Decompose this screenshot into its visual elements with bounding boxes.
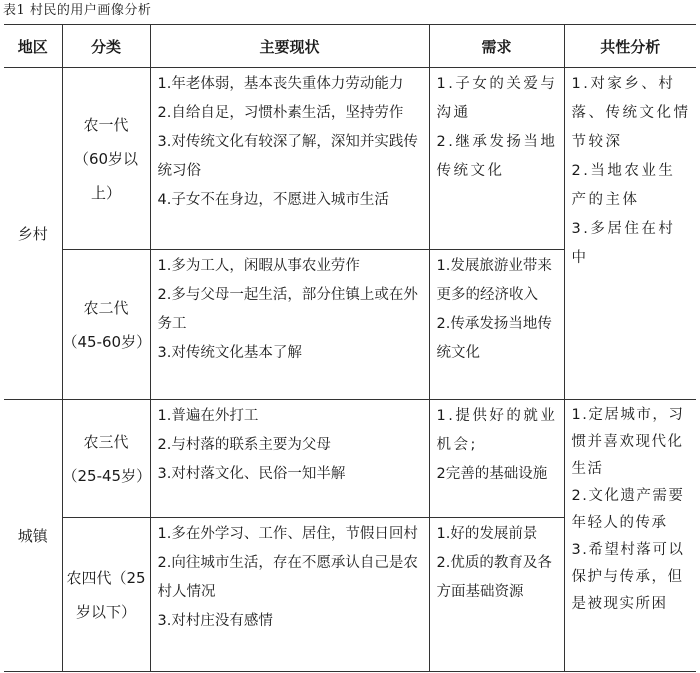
status-item: 3.对村庄没有感情 [157, 613, 273, 629]
region-town: 城镇 [4, 400, 62, 672]
needs-item: 2.优质的教育及各方面基础资源 [436, 555, 552, 600]
table-row [4, 68, 696, 250]
table-row [4, 400, 696, 518]
region-rural: 乡村 [4, 68, 62, 400]
status-item: 1.多在外学习、工作、居住，节假日回村 [157, 526, 418, 542]
status-cell [150, 68, 429, 250]
common-cell-rural [564, 68, 696, 400]
header-needs: 需求 [429, 25, 564, 68]
category-line: 农四代（25 [66, 568, 146, 587]
status-item: 1.普遍在外打工 [157, 408, 259, 424]
common-cell-town [564, 400, 696, 672]
needs-cell [429, 250, 564, 400]
needs-item: 2完善的基础设施 [436, 466, 548, 482]
needs-cell [429, 518, 564, 672]
category-line: （60岁以 [73, 149, 139, 168]
needs-item: 1.子女的关爱与沟通 [436, 76, 558, 121]
category-line: 上） [90, 183, 121, 202]
category-line: 农三代 [83, 432, 129, 451]
needs-item: 2.继承发扬当地传统文化 [436, 134, 558, 179]
status-item: 2.多与父母一起生活，部分住镇上或在外务工 [157, 287, 418, 332]
category-cell [62, 400, 150, 518]
table-caption: 表1 村民的用户画像分析 [3, 3, 152, 18]
status-cell [150, 518, 429, 672]
status-item: 3.对传统文化有较深了解，深知并实践传统习俗 [157, 134, 418, 179]
common-item: 3.希望村落可以保护与传承，但是被现实所困 [571, 542, 685, 612]
category-line: （25-45岁） [62, 466, 152, 485]
status-item: 2.与村落的联系主要为父母 [157, 437, 331, 453]
needs-item: 1.发展旅游业带来更多的经济收入 [436, 258, 552, 303]
common-item: 2.文化遗产需要年轻人的传承 [571, 488, 685, 531]
category-line: 农二代 [83, 298, 129, 317]
status-item: 3.对传统文化基本了解 [157, 345, 302, 361]
header-status: 主要现状 [150, 25, 429, 68]
common-item: 2.当地农业生产的主体 [571, 163, 676, 208]
needs-cell [429, 68, 564, 250]
category-line: （45-60岁） [62, 332, 152, 351]
status-item: 4.子女不在身边，不愿进入城市生活 [157, 192, 389, 208]
header-region: 地区 [4, 25, 62, 68]
common-item: 3.多居住在村中 [571, 221, 676, 266]
needs-cell [429, 400, 564, 518]
common-item: 1.定居城市，习惯并喜欢现代化生活 [571, 407, 685, 477]
header-common: 共性分析 [564, 25, 696, 68]
status-item: 2.向往城市生活，存在不愿承认自己是农村人情况 [157, 555, 418, 600]
needs-item: 1.好的发展前景 [436, 526, 538, 542]
status-cell [150, 400, 429, 518]
category-line: 岁以下） [75, 602, 136, 621]
status-item: 1.年老体弱，基本丧失重体力劳动能力 [157, 76, 404, 92]
status-cell [150, 250, 429, 400]
status-item: 3.对村落文化、民俗一知半解 [157, 466, 346, 482]
category-cell [62, 518, 150, 672]
category-cell [62, 68, 150, 250]
status-item: 1.多为工人，闲暇从事农业劳作 [157, 258, 360, 274]
user-profile-table [4, 24, 696, 672]
status-item: 2.自给自足，习惯朴素生活，坚持劳作 [157, 105, 404, 121]
category-line: 农一代 [83, 115, 129, 134]
needs-item: 2.传承发扬当地传统文化 [436, 316, 552, 361]
common-item: 1.对家乡、村落、传统文化情节较深 [571, 76, 691, 150]
header-row [4, 25, 696, 68]
header-category: 分类 [62, 25, 150, 68]
category-cell [62, 250, 150, 400]
needs-item: 1.提供好的就业机会; [436, 408, 558, 453]
